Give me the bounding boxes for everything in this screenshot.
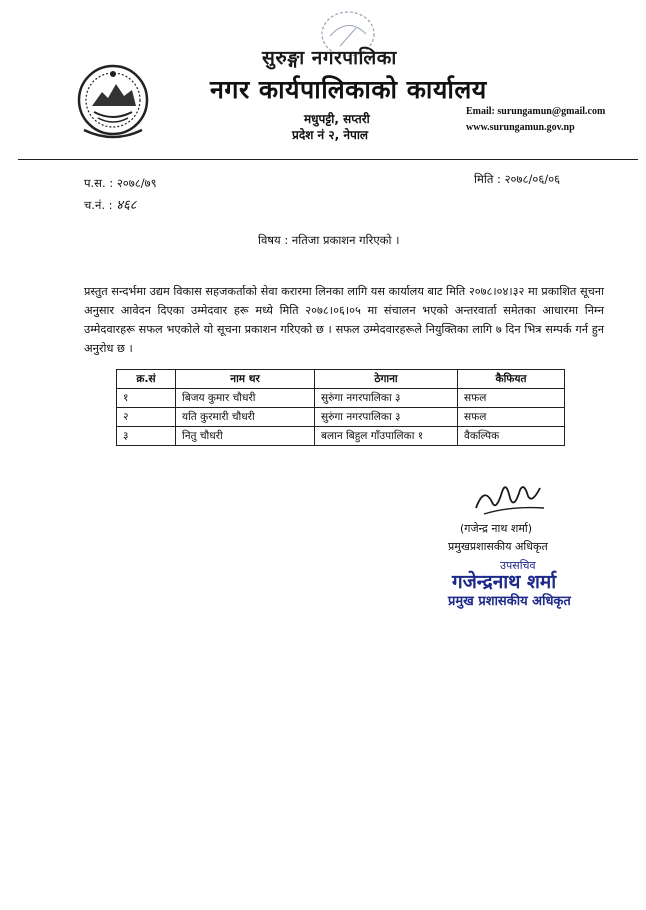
cell-address: सुरुंगा नगरपालिका ३ bbox=[315, 408, 458, 427]
patra-sankhya bbox=[84, 176, 157, 191]
ps-value: २०७८/७९ bbox=[116, 176, 157, 190]
cn-label: च.नं. : bbox=[84, 198, 113, 212]
email-text: Email: surungamun@gmail.com bbox=[466, 106, 606, 117]
signature-icon bbox=[470, 472, 550, 522]
col-serial: क्र.सं bbox=[117, 370, 176, 389]
cell-name: बिजय कुमार चौधरी bbox=[176, 389, 315, 408]
cell-address: बलान बिहुल गाँउपालिका १ bbox=[315, 427, 458, 446]
cell-remarks: वैकल्पिक bbox=[458, 427, 565, 446]
col-remarks: कैफियत bbox=[458, 370, 565, 389]
date-value: २०७८/०६/०६ bbox=[504, 172, 561, 186]
municipality-name: सुरुङ्गा नगरपालिका bbox=[262, 47, 397, 69]
table-row bbox=[117, 427, 565, 446]
stamp-name: गजेन्द्रनाथ शर्मा bbox=[452, 571, 557, 593]
cell-name: यति कुरमारी चौधरी bbox=[176, 408, 315, 427]
cell-remarks: सफल bbox=[458, 389, 565, 408]
col-address: ठेगाना bbox=[315, 370, 458, 389]
cell-serial: २ bbox=[117, 408, 176, 427]
table-header-row bbox=[117, 370, 565, 389]
ps-label: प.स. : bbox=[84, 176, 114, 190]
office-province: प्रदेश नं २, नेपाल bbox=[292, 128, 369, 142]
cell-name: नितु चौधरी bbox=[176, 427, 315, 446]
results-table bbox=[116, 369, 565, 446]
table-row bbox=[117, 408, 565, 427]
cell-address: सुरुंगा नगरपालिका ३ bbox=[315, 389, 458, 408]
office-name: नगर कार्यपालिकाको कार्यालय bbox=[210, 75, 487, 104]
header-divider bbox=[18, 159, 638, 160]
stamp-designation: प्रमुख प्रशासकीय अधिकृत bbox=[448, 594, 571, 609]
letter-date bbox=[474, 172, 560, 187]
letter-subject: विषय : नतिजा प्रकाशन गरिएको । bbox=[258, 233, 400, 247]
cell-serial: १ bbox=[117, 389, 176, 408]
cell-serial: ३ bbox=[117, 427, 176, 446]
office-address: मधुपट्टी, सप्तरी bbox=[304, 112, 370, 126]
signatory-designation: प्रमुखप्रशासकीय अधिकृत bbox=[448, 540, 548, 553]
government-emblem-icon bbox=[74, 60, 152, 142]
table-row bbox=[117, 389, 565, 408]
chalani-number bbox=[84, 195, 136, 213]
cn-value: ४६८ bbox=[116, 198, 137, 213]
cell-remarks: सफल bbox=[458, 408, 565, 427]
website-text: www.surungamun.gov.np bbox=[466, 122, 575, 133]
contact-block bbox=[466, 104, 605, 136]
letter-body: प्रस्तुत सन्दर्भमा उद्यम विकास सहजकर्ताको सेवा करारमा लिनका लागि यस कार्यालय बाट मिति २०७८।०४।३२ मा प्रकाशित सूचना अनुसार आवेदन दिएका उम्मेदवार हरू मध्ये मिति २०७८।०६।०५ मा संचालन भएको अन्तरवार्ता समेतका आधारमा निम्न उम्मेदवारहरू सफल भएकोले यो सूचना प्रकाशन गरिएको छ । सफल उम्मेदवारहरूले नियुक्तिका लागि ७ दिन भित्र सम्पर्क गर्न हुन अनुरोध छ । bbox=[84, 285, 604, 355]
date-label: मिति : bbox=[474, 172, 501, 186]
stamp-title: उपसचिव bbox=[500, 559, 536, 572]
col-name: नाम थर bbox=[176, 370, 315, 389]
signatory-name: (गजेन्द्र नाथ शर्मा) bbox=[460, 522, 533, 535]
